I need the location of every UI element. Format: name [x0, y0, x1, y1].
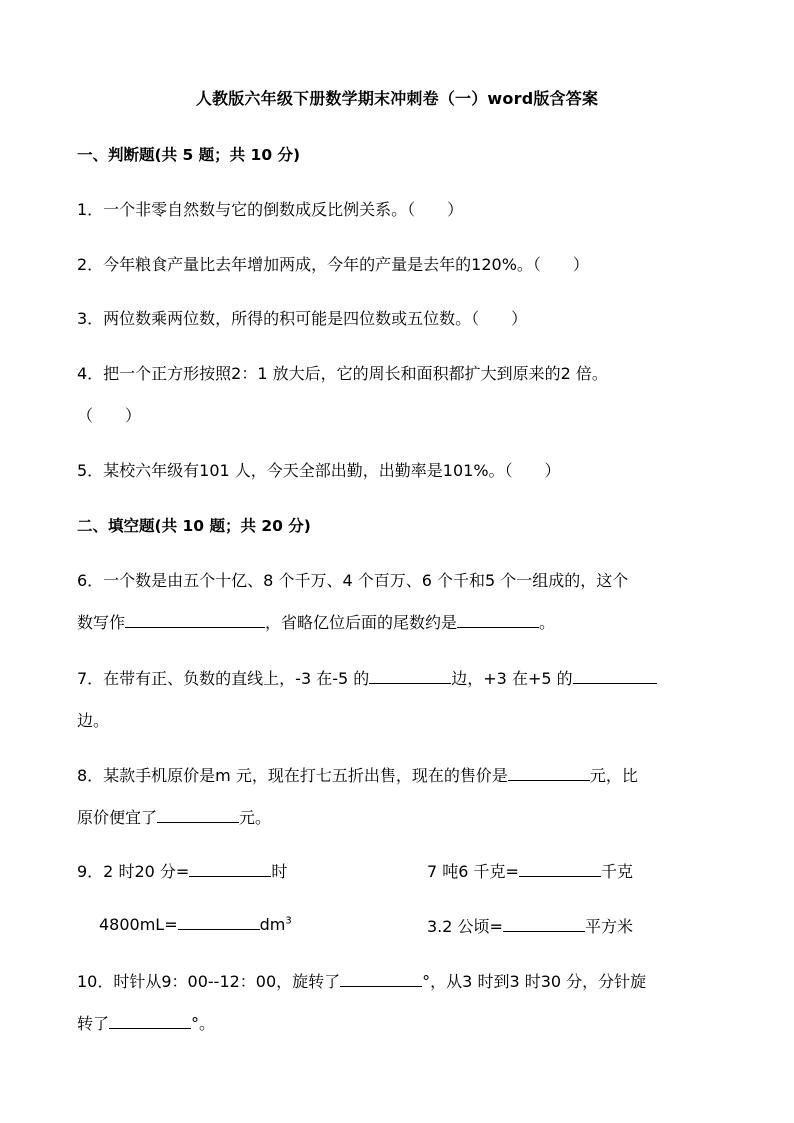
answer-blank[interactable]: [508, 765, 590, 781]
question-10-text-d: °。: [191, 1014, 216, 1033]
answer-blank[interactable]: [457, 612, 539, 628]
question-4-line-2: （ ）: [77, 406, 142, 425]
question-4-line-1: 4．把一个正方形按照2：1 放大后，它的周长和面积都扩大到原来的2 倍。: [77, 364, 608, 383]
question-9-text-b1: 7 吨6 千克=: [427, 862, 519, 881]
answer-blank[interactable]: [178, 914, 260, 930]
question-9-text-a2: 时: [271, 862, 288, 881]
question-7-line-1: [77, 666, 657, 689]
question-9-text-c2: dm: [259, 915, 286, 934]
answer-blank[interactable]: [519, 861, 601, 877]
answer-blank[interactable]: [369, 668, 451, 684]
answer-blank[interactable]: [157, 807, 239, 823]
question-7-text-b: 边，+3 在+5 的: [451, 669, 573, 688]
question-9-item-1: [77, 859, 287, 882]
question-6-line-2: [77, 610, 555, 633]
question-6-text-b: 数写作: [77, 613, 126, 632]
question-10-line-1: [77, 969, 646, 992]
question-8-line-2: [77, 805, 271, 828]
question-1: 1．一个非零自然数与它的倒数成反比例关系。（ ）: [77, 200, 464, 219]
question-7-text-a: 7．在带有正、负数的直线上，-3 在-5 的: [77, 669, 370, 688]
question-10-text-b: °，从3 时到3 时30 分，分针旋: [422, 972, 647, 991]
question-9-item-4: [427, 914, 633, 937]
question-6-line-1: 6．一个数是由五个十亿、8 个千万、4 个百万、6 个千和5 个一组成的，这个: [77, 571, 629, 590]
question-8-text-a: 8．某款手机原价是m 元，现在打七五折出售，现在的售价是: [77, 766, 508, 785]
answer-blank[interactable]: [573, 668, 657, 684]
superscript-exponent: 3: [285, 915, 292, 927]
question-3: 3．两位数乘两位数，所得的积可能是四位数或五位数。（ ）: [77, 309, 528, 328]
answer-blank[interactable]: [340, 971, 422, 987]
answer-blank[interactable]: [109, 1013, 191, 1029]
question-10-text-c: 转了: [77, 1014, 110, 1033]
question-9-text-a1: 9．2 时20 分=: [77, 862, 190, 881]
document-title: 人教版六年级下册数学期末冲刺卷（一）word版含答案: [195, 89, 599, 108]
question-10-text-a: 10．时针从9：00--12：00，旋转了: [77, 972, 341, 991]
question-9-item-2: [427, 859, 633, 882]
section-heading-judgment: 一、判断题(共 5 题；共 10 分): [77, 146, 301, 164]
question-9-text-c1: 4800mL=: [99, 915, 178, 934]
question-8-line-1: [77, 763, 638, 786]
question-6-text-d: 。: [539, 613, 556, 632]
question-8-text-d: 元。: [239, 808, 272, 827]
section-heading-fill-in: 二、填空题(共 10 题；共 20 分): [77, 517, 311, 535]
question-5: 5．某校六年级有101 人，今天全部出勤，出勤率是101%。（ ）: [77, 461, 561, 480]
answer-blank[interactable]: [125, 612, 265, 628]
answer-blank[interactable]: [503, 916, 585, 932]
question-7-line-2: 边。: [77, 711, 110, 730]
question-9-text-b2: 千克: [600, 862, 633, 881]
question-8-text-b: 元，比: [589, 766, 638, 785]
answer-blank[interactable]: [189, 861, 271, 877]
question-2: 2．今年粮食产量比去年增加两成，今年的产量是去年的120%。（ ）: [77, 255, 589, 274]
question-10-line-2: [77, 1011, 215, 1034]
question-6-text-c: ，省略亿位后面的尾数约是: [265, 613, 458, 632]
question-9-item-3: [99, 914, 292, 934]
question-9-text-d2: 平方米: [584, 917, 633, 936]
question-8-text-c: 原价便宜了: [77, 808, 158, 827]
question-9-text-d1: 3.2 公顷=: [427, 917, 503, 936]
